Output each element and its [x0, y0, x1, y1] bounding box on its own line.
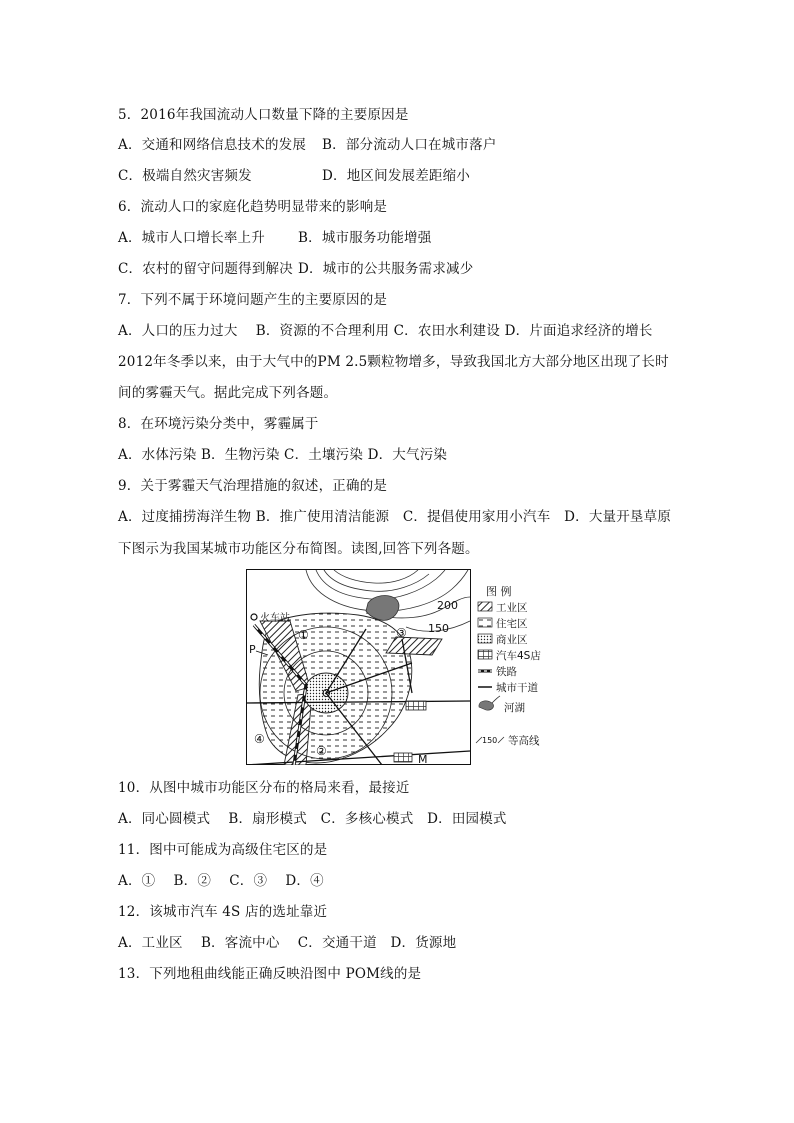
car-4s-store-east	[406, 701, 426, 710]
legend-railway-label: 铁路	[496, 666, 517, 678]
map-legend	[476, 584, 541, 747]
legend-contour-value: 150	[482, 736, 498, 745]
q8-options: A．水体污染 B．生物污染 C．土壤污染 D．大气污染	[118, 447, 448, 463]
legend-river-lake-label: 河湖	[504, 702, 525, 714]
legend-residential-swatch	[478, 618, 492, 627]
legend-commercial-label: 商业区	[496, 634, 528, 646]
legend-road-label: 城市干道	[496, 682, 538, 694]
industrial-zone-east	[386, 637, 442, 655]
legend-car4s-label: 汽车4S店	[496, 650, 541, 662]
q11-options: A．① B．② C．③ D．④	[118, 873, 324, 889]
q5-option-a: A．交通和网络信息技术的发展	[118, 137, 307, 153]
station-label: 火车站	[260, 613, 290, 624]
point-m-label: M	[418, 753, 428, 765]
q9-stem: 9．关于雾霾天气治理措施的叙述，正确的是	[118, 478, 388, 494]
q10-options: A．同心圆模式 B．扇形模式 C．多核心模式 D．田园模式	[118, 811, 507, 827]
station-icon	[251, 614, 257, 620]
legend-residential-label: 住宅区	[496, 618, 528, 630]
q9-options: A．过度捕捞海洋生物 B．推广使用清洁能源 C．提倡使用家用小汽车 D．大量开垦草原	[118, 509, 672, 525]
point-p-label: P	[249, 643, 256, 656]
zone-3-label: ③	[396, 626, 407, 640]
q8-stem: 8．在环境污染分类中，雾霾属于	[118, 416, 319, 432]
q5-options-row1	[118, 136, 497, 154]
q5-stem: 5．2016年我国流动人口数量下降的主要原因是	[118, 107, 409, 123]
q6-option-b: B．城市服务功能增强	[298, 230, 432, 246]
q10-stem: 10．从图中城市功能区分布的格局来看，最接近	[118, 780, 410, 796]
zone-4-label: ④	[254, 732, 265, 746]
q7-stem: 7．下列不属于环境问题产生的主要原因的是	[118, 292, 388, 308]
q5-option-d: D．地区间发展差距缩小	[322, 168, 471, 184]
legend-river-line	[492, 696, 500, 703]
q6-option-c: C．农村的留守问题得到解决	[118, 261, 293, 277]
passage-line-2: 间的雾霾天气。据此完成下列各题。	[118, 385, 338, 401]
city-function-map	[246, 569, 556, 765]
q6-stem: 6．流动人口的家庭化趋势明显带来的影响是	[118, 199, 388, 215]
q6-options-row1	[118, 229, 432, 247]
q6-options-row2	[118, 260, 474, 278]
q5-option-c: C．极端自然灾害频发	[118, 168, 252, 184]
q11-stem: 11．图中可能成为高级住宅区的是	[118, 842, 328, 858]
car-4s-store-south	[394, 753, 412, 762]
legend-contour-label: 等高线	[508, 735, 540, 747]
q5-options-row2	[118, 167, 471, 185]
contour-label-200: 200	[437, 599, 458, 612]
legend-river-lake-swatch	[479, 701, 494, 710]
q5-option-b: B．部分流动人口在城市落户	[322, 137, 497, 153]
map-intro: 下图示为我国某城市功能区分布简图。读图,回答下列各题。	[118, 541, 479, 557]
q12-stem: 12．该城市汽车 4S 店的选址靠近	[118, 904, 328, 920]
q13-stem: 13．下列地租曲线能正确反映沿图中 POM线的是	[118, 966, 422, 982]
passage-line-1: 2012年冬季以来，由于大气中的PM 2.5颗粒物增多，导致我国北方大部分地区出现了长时	[118, 354, 669, 370]
q6-option-d: D．城市的公共服务需求减少	[298, 261, 474, 277]
contour-label-150: 150	[428, 622, 449, 635]
legend-contour-tick-right	[498, 737, 504, 743]
legend-commercial-swatch	[478, 634, 492, 643]
q7-options: A．人口的压力过大 B．资源的不合理利用 C．农田水利建设 D．片面追求经济的增长	[118, 323, 653, 339]
legend-title: 图 例	[486, 585, 512, 598]
legend-car4s-swatch	[478, 650, 492, 659]
q12-options: A．工业区 B．客流中心 C．交通干道 D．货源地	[118, 935, 457, 951]
q6-option-a: A．城市人口增长率上升	[118, 230, 265, 246]
zone-2-label: ②	[316, 744, 327, 758]
point-o-label: O	[322, 687, 331, 700]
legend-industrial-swatch	[478, 602, 492, 611]
legend-industrial-label: 工业区	[496, 602, 528, 614]
zone-1-label: ①	[298, 628, 309, 642]
